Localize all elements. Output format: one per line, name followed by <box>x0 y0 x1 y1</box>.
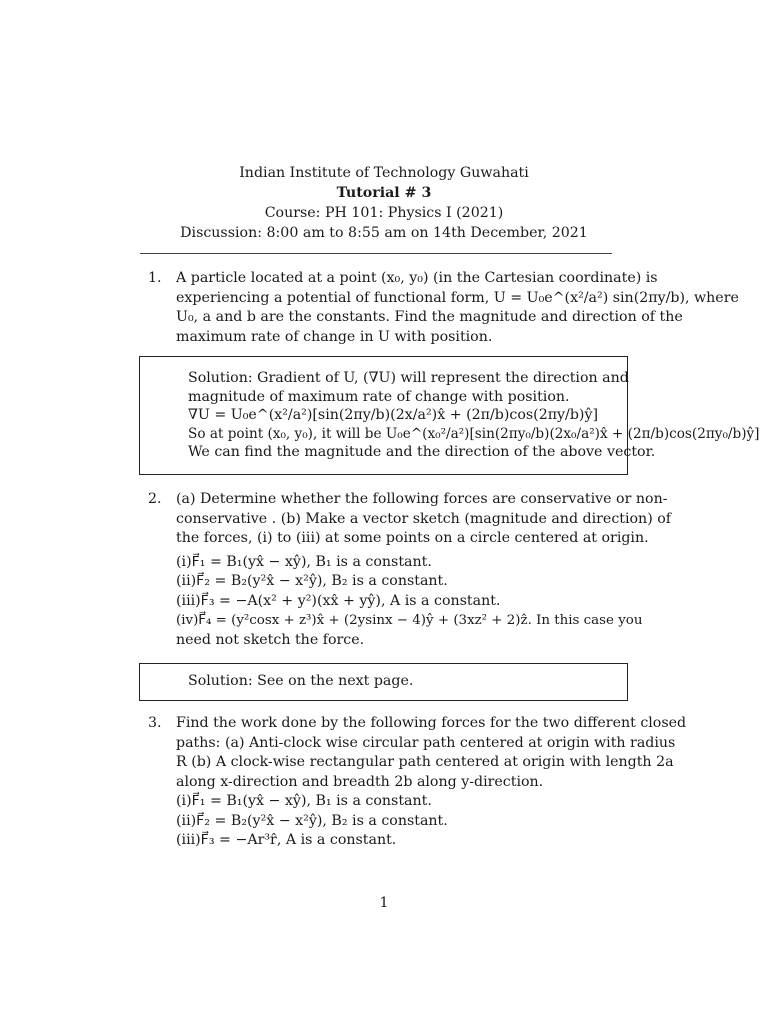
question-1 <box>148 269 739 347</box>
solution-line: Solution: See on the next page. <box>188 673 414 689</box>
solution-box-1 <box>139 356 760 475</box>
question-number: 1. <box>148 270 162 286</box>
question-line: A particle located at a point (x₀, y₀) (in the Cartesian coordinate) is <box>176 270 658 286</box>
question-3 <box>148 714 687 851</box>
question-line: the forces, (i) to (iii) at some points on a circle centered at origin. <box>176 530 649 546</box>
force-item: (ii)F⃗₂ = B₂(y²x̂ − x²ŷ), B₂ is a constant. <box>176 812 448 829</box>
force-item: (ii)F⃗₂ = B₂(y²x̂ − x²ŷ), B₂ is a constant. <box>176 573 448 589</box>
force-item: (iii)F⃗₃ = −A(x² + y²)(xx̂ + yŷ), A is a constant. <box>176 592 501 609</box>
solution-box-2 <box>139 663 628 701</box>
solution-line: magnitude of maximum rate of change with position. <box>188 388 570 405</box>
question-line: U₀, a and b are the constants. Find the magnitude and direction of the <box>176 309 683 325</box>
institute-name: Indian Institute of Technology Guwahati <box>239 165 529 181</box>
question-line: conservative . (b) Make a vector sketch (magnitude and direction) of <box>176 510 672 527</box>
force-item-note: need not sketch the force. <box>176 631 365 648</box>
question-line: paths: (a) Anti-clock wise circular path centered at origin with radius <box>176 734 676 751</box>
question-number: 3. <box>148 715 162 731</box>
question-line: (a) Determine whether the following forces are conservative or non- <box>176 491 668 507</box>
course-line: Course: PH 101: Physics I (2021) <box>264 205 504 221</box>
gradient-equation: ∇U = U₀e^(x²/a²)[sin(2πy/b)(2x/a²)x̂ + (2π/b)cos(2πy/b)ŷ] <box>188 407 599 423</box>
question-line: along x-direction and breadth 2b along y-direction. <box>176 773 544 790</box>
solution-line: Solution: Gradient of U, (∇U) will represent the direction and <box>188 370 629 386</box>
discussion-line: Discussion: 8:00 am to 8:55 am on 14th December, 2021 <box>180 225 588 241</box>
force-item: (i)F⃗₁ = B₁(yx̂ − xŷ), B₁ is a constant. <box>176 793 432 809</box>
force-item: (i)F⃗₁ = B₁(yx̂ − xŷ), B₁ is a constant. <box>176 553 432 570</box>
document-header <box>140 163 628 243</box>
force-item: (iii)F⃗₃ = −Ar³r̂, A is a constant. <box>176 832 397 848</box>
question-line: maximum rate of change in U with position. <box>176 328 493 345</box>
gradient-at-point: So at point (x₀, y₀), it will be U₀e^(x₀²/a²)[sin(2πy₀/b)(2x₀/a²)x̂ + (2π/b)cos(2πy₀/b)ŷ] <box>188 425 760 442</box>
question-line: R (b) A clock-wise rectangular path centered at origin with length 2a <box>176 754 674 770</box>
question-number: 2. <box>148 491 162 507</box>
header-divider <box>140 253 612 254</box>
solution-line: We can find the magnitude and the direction of the above vector. <box>188 444 656 460</box>
force-item: (iv)F⃗₄ = (y²cosx + z³)x̂ + (2ysinx − 4)ŷ + (3xz² + 2)ẑ. In this case you <box>176 613 643 628</box>
tutorial-title: Tutorial # 3 <box>336 185 432 201</box>
question-line: experiencing a potential of functional form, U = U₀e^(x²/a²) sin(2πy/b), where <box>176 289 739 306</box>
question-2 <box>148 490 672 650</box>
page-number: 1 <box>379 895 389 911</box>
question-line: Find the work done by the following forces for the two different closed <box>176 715 687 731</box>
